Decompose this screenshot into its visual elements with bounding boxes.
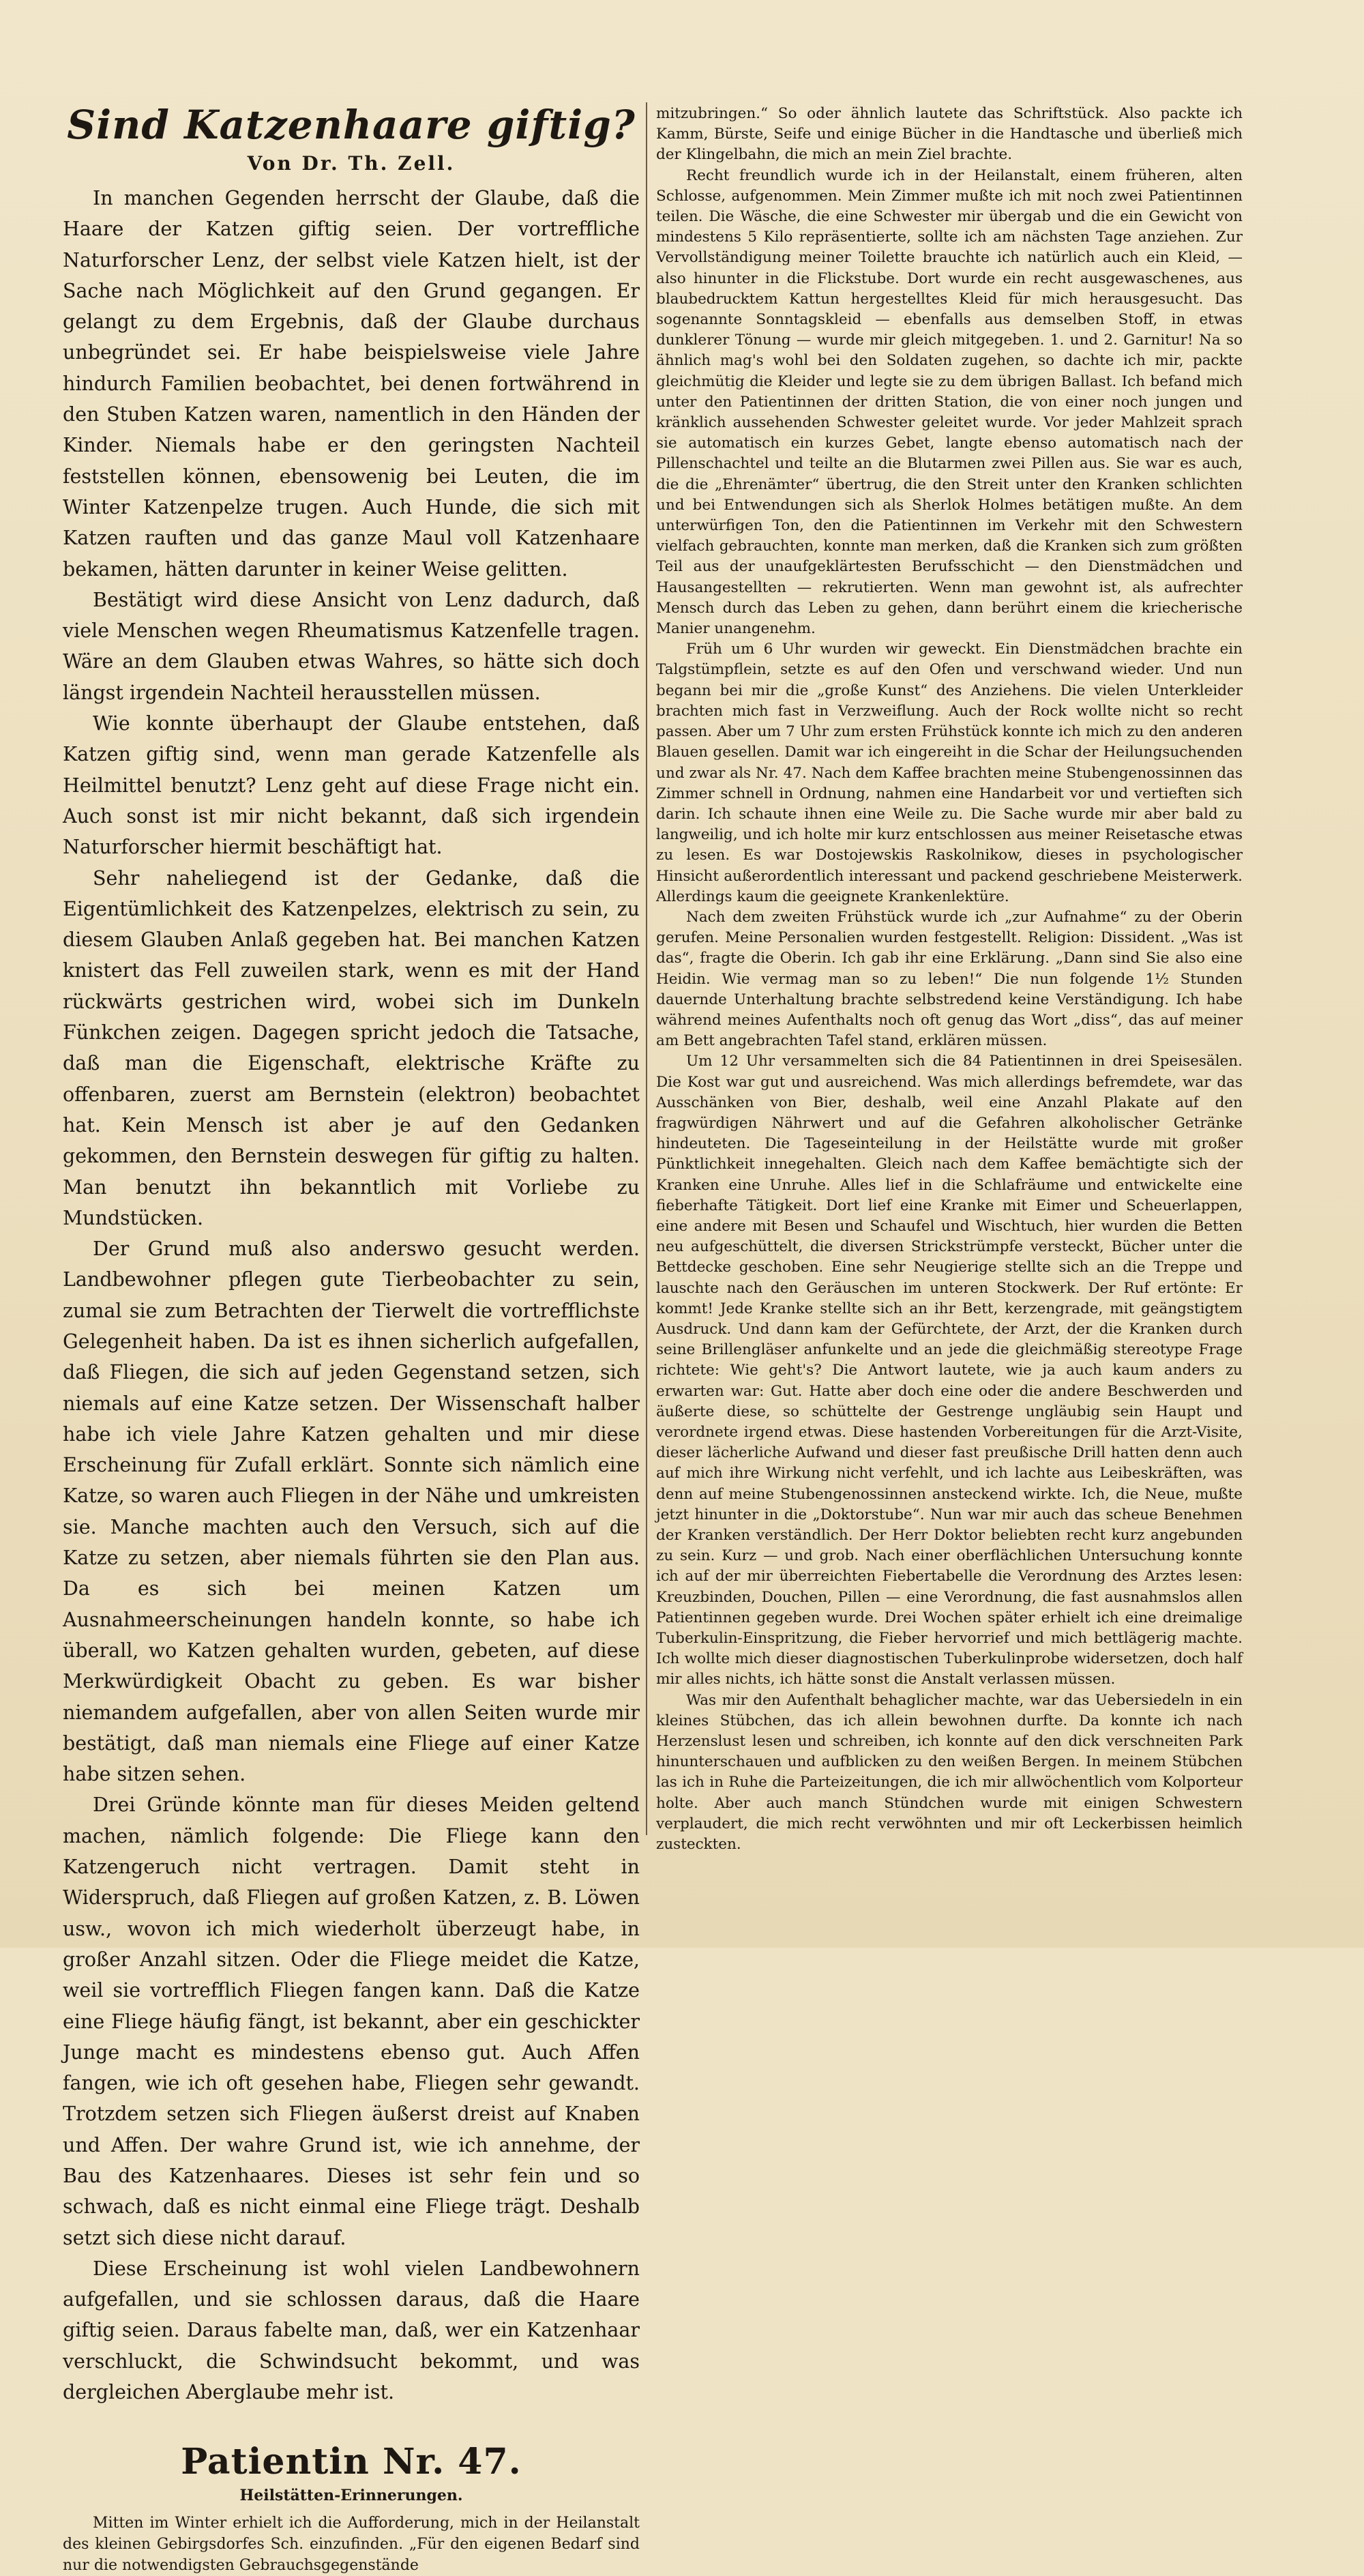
- second-article-body-start: [63, 2513, 640, 2576]
- right-column: [656, 104, 1243, 1855]
- second-article-title: Patientin Nr. 47.: [181, 2441, 522, 2483]
- paragraph: Mitten im Winter erhielt ich die Aufforderung, mich in der Heilanstalt des kleinen Gebirgsdorfes Sch. einzufinden. „Für den eigenen Bedarf sind nur die notwendigsten Gebrauchsgegenstände: [63, 2515, 640, 2575]
- second-article-body: [656, 104, 1243, 1855]
- paragraph: mitzubringen.“ So oder ähnlich lautete das Schriftstück. Also packte ich Kamm, Bürste, Seife und einige Bücher in die Handtasche und überließ mich der Klingelbahn, die mich an mein Ziel brachte.: [656, 105, 1243, 164]
- second-article-subtitle: Heilstätten-Erinnerungen.: [239, 2487, 463, 2505]
- article-body: [63, 183, 640, 2407]
- article-title: Sind Katzenhaare giftig?: [67, 102, 636, 148]
- paragraph: Drei Gründe könnte man für dieses Meiden geltend machen, nämlich folgende: Die Fliege kann den Katzengeruch nicht vertragen. Damit steht in Widerspruch, daß Fliegen auf großen Katzen, z. B. Löwen usw., wovon ich mich wiederholt überzeugt habe, in großer Anzahl sitzen. Oder die Fliege meidet die Katze, weil sie vortrefflich Fliegen fangen kann. Daß die Katze eine Fliege häufig fängt, ist bekannt, aber ein geschickter Junge macht es mindestens ebenso gut. Auch Affen fangen, wie ich oft gesehen habe, Fliegen sehr gewandt. Trotzdem setzen sich Fliegen äußerst dreist auf Knaben und Affen. Der wahre Grund ist, wie ich annehme, der Bau des Katzenhaares. Dieses ist sehr fein und so schwach, daß es nicht einmal eine Fliege trägt. Deshalb setzt sich diese nicht darauf.: [63, 1794, 640, 2249]
- paragraph: Nach dem zweiten Frühstück wurde ich „zur Aufnahme“ zu der Oberin gerufen. Meine Personalien wurden festgestellt. Religion: Dissident. „Was ist das“, fragte die Oberin. Ich gab ihr eine Erklärung. „Dann sind Sie also eine Heidin. Wie vermag man so zu leben!“ Die nun folgende 1½ Stunden dauernde Unterhaltung brachte selbstredend keine Verständigung. Ich habe während meines Aufenthalts noch oft genug das Wort „diss“, das auf meiner am Bett angebrachten Tafel stand, erklären müssen.: [656, 908, 1243, 1050]
- paragraph: Was mir den Aufenthalt behaglicher machte, war das Uebersiedeln in ein kleines Stübchen, das ich allein bewohnen durfte. Da konnte ich nach Herzenslust lesen und schreiben, ich konnte auf den dick verschneiten Park hinunterschauen und aufblicken zu den weißen Bergen. In meinem Stübchen las ich in Ruhe die Parteizeitungen, die ich mir allwöchentlich vom Kolporteur holte. Aber auch manch Stündchen wurde mit einigen Schwestern verplaudert, die mich recht verwöhnten und mir oft Leckerbissen heimlich zusteckten.: [656, 1691, 1243, 1854]
- paragraph: In manchen Gegenden herrscht der Glaube, daß die Haare der Katzen giftig seien. Der vortreffliche Naturforscher Lenz, der selbst viele Katzen hielt, ist der Sache nach Möglichkeit auf den Grund gegangen. Er gelangt zu dem Ergebnis, daß der Glaube durchaus unbegründet sei. Er habe beispielsweise viele Jahre hindurch Familien beobachtet, bei denen fortwährend in den Stuben Katzen waren, namentlich in den Händen der Kinder. Niemals habe er den geringsten Nachteil feststellen können, ebensowenig bei Leuten, die im Winter Katzenpelze trugen. Auch Hunde, die sich mit Katzen rauften und das ganze Maul voll Katzenhaare bekamen, hätten darunter in keiner Weise gelitten.: [63, 187, 640, 581]
- paragraph: Sehr naheliegend ist der Gedanke, daß die Eigentümlichkeit des Katzenpelzes, elektrisch zu sein, zu diesem Glauben Anlaß gegeben hat. Bei manchen Katzen knistert das Fell zuweilen stark, wenn es mit der Hand rückwärts gestrichen wird, wobei sich im Dunkeln Fünkchen zeigen. Dagegen spricht jedoch die Tatsache, daß man die Eigenschaft, elektrische Kräfte zu offenbaren, zuerst am Bernstein (elektron) beobachtet hat. Kein Mensch ist aber je auf den Gedanken gekommen, den Bernstein deswegen für giftig zu halten. Man benutzt ihn bekanntlich mit Vorliebe zu Mundstücken.: [63, 866, 640, 1229]
- paragraph: Um 12 Uhr versammelten sich die 84 Patientinnen in drei Speisesälen. Die Kost war gut und ausreichend. Was mich allerdings befremdete, war das Ausschänken von Bier, deshalb, weil eine Anzahl Plakate auf den fragwürdigen Nährwert und auf die Gefahren alkoholischer Getränke hindeuteten. Die Tageseinteilung in der Heilstätte wurde mit großer Pünktlichkeit innegehalten. Gleich nach dem Kaffee bemächtigte sich der Kranken eine Unruhe. Alles lief in die Schlafräume und entwickelte eine fieberhafte Tätigkeit. Dort lief eine Kranke mit Eimer und Scheuerlappen, eine andere mit Besen und Schaufel und Wischtuch, hier wurden die Betten neu aufgeschüttelt, die diversen Strickstrümpfe versteckt, Bücher unter die Bettdecke geschoben. Eine sehr Neugierige stellte sich an die Treppe und lauschte nach den Geräuschen im unteren Stockwerk. Der Ruf ertönte: Er kommt! Jede Kranke stellte sich an ihr Bett, kerzengrade, mit geängstigtem Ausdruck. Und dann kam der Gefürchtete, der Arzt, der die Kranken durch seine Brillengläser anfunkelte und an jede die gleichmäßig stereotype Frage richtete: Wie geht's? Die Antwort lautete, wie ja auch kaum anders zu erwarten war: Gut. Hatte aber doch eine oder die andere Beschwerden und äußerte diese, so schüttelte der Gestrenge ungläubig sein Haupt und verordnete irgend etwas. Diese hastenden Vorbereitungen für die Arzt-Visite, dieser lächerliche Aufwand und dieser fast preußische Drill hatten denn auch auf mich ihre Wirkung nicht verfehlt, und ich lachte aus Leibeskräften, was denn auf meine Stubengenossinnen ansteckend wirkte. Ich, die Neue, mußte jetzt hinunter in die „Doktorstube“. Nun war mir auch das scheue Benehmen der Kranken verständlich. Der Herr Doktor beliebten recht kurz angebunden zu sein. Kurz — und grob. Nach einer oberflächlichen Untersuchung konnte ich auf der mir überreichten Fiebertabelle die Verordnung des Arztes lesen: Kreuzbinden, Douchen, Pillen — eine Verordnung, die fast ausnahmslos allen Patientinnen gegeben wurde. Drei Wochen später erhielt ich eine dreimalige Tuberkulin-Einspritzung, die Fieber hervorrief und mich bettlägerig machte. Ich wollte mich dieser diagnostischen Tuberkulinprobe widersetzen, doch half mir alles nichts, ich hätte sonst die Anstalt verlassen müssen.: [656, 1053, 1243, 1688]
- left-column: [63, 102, 640, 2576]
- paragraph: Recht freundlich wurde ich in der Heilanstalt, einem früheren, alten Schlosse, aufgenommen. Mein Zimmer mußte ich mit noch zwei Patientinnen teilen. Die Wäsche, die eine Schwester mir übergab und die ein Gewicht von mindestens 5 Kilo repräsentierte, sollte ich am nächsten Tage anziehen. Zur Vervollständigung meiner Toilette brauchte ich natürlich auch ein Kleid, — also hinunter in die Flickstube. Dort wurde ein recht ausgewaschenes, aus blaubedrucktem Kattun hergestelltes Kleid für mich herausgesucht. Das sogenannte Sonntagskleid — ebenfalls aus demselben Stoff, in etwas dunklerer Tönung — wurde mir gleich mitgegeben. 1. und 2. Garnitur! Na so ähnlich mag's wohl bei den Soldaten zugehen, so dachte ich mir, packte gleichmütig die Kleider und legte sie zu dem übrigen Ballast. Ich befand mich unter den Patientinnen der dritten Station, die von einer noch jungen und kränklich aussehenden Schwester geleitet wurde. Vor jeder Mahlzeit sprach sie automatisch ein kurzes Gebet, langte ebenso automatisch nach der Pillenschachtel und teilte an die Blutarmen zwei Pillen aus. Sie war es auch, die die „Ehrenämter“ übertrug, die den Streit unter den Kranken schlichten und bei Entwendungen sich als Sherlok Holmes betätigen mußte. An dem unterwürfigen Ton, den die Patientinnen im Verkehr mit den Schwestern vielfach gebrauchten, konnte man merken, daß die Kranken sich zum größten Teil aus der unaufgeklärtesten Berufsschicht — den Dienstmädchen und Hausangestellten — rekrutierten. Wenn man gewohnt ist, als aufrechter Mensch durch das Leben zu gehen, dann berührt einem die kriecherische Manier unangenehm.: [656, 166, 1243, 638]
- article-byline: Von Dr. Th. Zell.: [247, 152, 456, 175]
- paragraph: Der Grund muß also anderswo gesucht werden. Landbewohner pflegen gute Tierbeobachter zu sein, zumal sie zum Betrachten der Tierwelt die vortrefflichste Gelegenheit haben. Da ist es ihnen sicherlich aufgefallen, daß Fliegen, die sich auf jeden Gegenstand setzen, sich niemals auf eine Katze setzen. Der Wissenschaft halber habe ich viele Jahre Katzen gehalten und mir diese Erscheinung für Zufall erklärt. Sonnte sich nämlich eine Katze, so waren auch Fliegen in der Nähe und umkreisten sie. Manche machten auch den Versuch, sich auf die Katze zu setzen, aber niemals führten sie den Plan aus. Da es sich bei meinen Katzen um Ausnahmeerscheinungen handeln konnte, so habe ich überall, wo Katzen gehalten wurden, gebeten, auf diese Merkwürdigkeit Obacht zu geben. Es war bisher niemandem aufgefallen, aber von allen Seiten wurde mir bestätigt, daß man niemals eine Fliege auf einer Katze habe sitzen sehen.: [63, 1238, 640, 1786]
- paragraph: Diese Erscheinung ist wohl vielen Landbewohnern aufgefallen, und sie schlossen daraus, daß die Haare giftig seien. Daraus fabelte man, daß, wer ein Katzenhaar verschluckt, die Schwindsucht bekommt, und was dergleichen Aberglaube mehr ist.: [63, 2257, 640, 2404]
- paragraph: Bestätigt wird diese Ansicht von Lenz dadurch, daß viele Menschen wegen Rheumatismus Katzenfelle tragen. Wäre an dem Glauben etwas Wahres, so hätte sich doch längst irgendein Nachteil herausstellen müssen.: [63, 588, 640, 704]
- column-divider: [646, 102, 647, 1835]
- paragraph: Wie konnte überhaupt der Glaube entstehen, daß Katzen giftig sind, wenn man gerade Katzenfelle als Heilmittel benutzt? Lenz geht auf diese Frage nicht ein. Auch sonst ist mir nicht bekannt, daß sich irgendein Naturforscher hiermit beschäftigt hat.: [63, 712, 640, 859]
- paragraph: Früh um 6 Uhr wurden wir geweckt. Ein Dienstmädchen brachte ein Talgstümpflein, setzte es auf den Ofen und verschwand wieder. Und nun begann bei mir die „große Kunst“ des Anziehens. Die vielen Unterkleider brachten mich fast in Verzweiflung. Auch der Rock wollte nicht so recht passen. Aber um 7 Uhr zum ersten Frühstück konnte ich mich zu den anderen Blauen gesellen. Damit war ich eingereiht in die Schar der Heilungsuchenden und zwar als Nr. 47. Nach dem Kaffee brachten meine Stubengenossinnen das Zimmer schnell in Ordnung, nahmen eine Handarbeit vor und vertieften sich darin. Ich schaute ihnen eine Weile zu. Die Sache wurde mir aber bald zu langweilig, und ich holte mir kurz entschlossen aus meiner Reisetasche etwas zu lesen. Es war Dostojewskis Raskolnikow, dieses in psychologischer Hinsicht außerordentlich interessant und packend geschriebene Meisterwerk. Allerdings kaum die geeignete Krankenlektüre.: [656, 641, 1243, 905]
